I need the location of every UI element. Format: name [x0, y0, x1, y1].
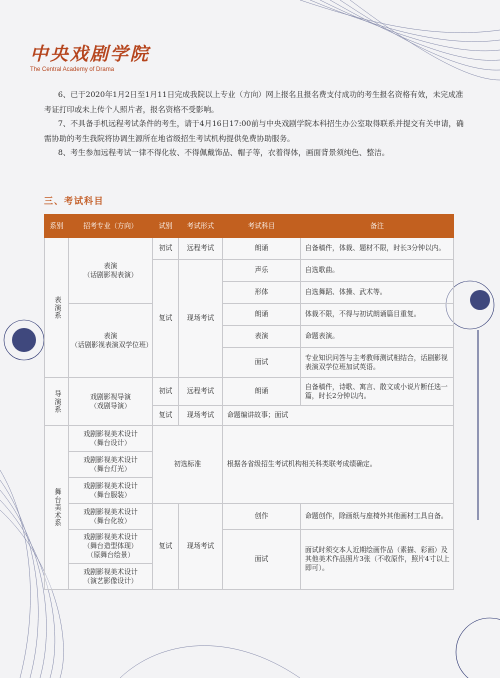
logo	[30, 40, 150, 73]
table-row	[45, 530, 454, 564]
stage-major-4: 戏剧影视美术设计 （舞台化妆）	[69, 504, 153, 530]
stage-note-create: 命题创作，除画纸与座椅外其他画材工具自备。	[301, 504, 454, 530]
table-row	[45, 378, 454, 406]
dept-stage: 舞台美术系	[45, 426, 69, 590]
subject-recite-2: 朗诵	[223, 304, 301, 326]
stage-form-onsite: 现场考试	[179, 504, 223, 590]
table-row	[45, 426, 454, 452]
stage-round-second: 复试	[153, 504, 179, 590]
stage-first-note: 根据各省级招生考试机构相关科类联考成绩确定。	[223, 426, 454, 504]
dir-note-recite: 自备稿件，诗歌、寓言、散文或小说片断任选一篇，时长2分钟以内。	[301, 378, 454, 406]
dir-round-second: 复试	[153, 406, 179, 426]
dir-round-first: 初试	[153, 378, 179, 406]
table-row	[45, 238, 454, 260]
note-interview: 专业知识问答与主考教师测试相结合，话剧影视表演双学位班加试英语。	[301, 348, 454, 378]
major-acting-2: 表演 （话剧影视表演双学位班）	[69, 304, 153, 378]
header-major: 招考专业（方向）	[69, 215, 153, 238]
subject-interview: 面试	[223, 348, 301, 378]
dir-subject-recite: 朗诵	[223, 378, 301, 406]
note-recite-2: 体裁不限，不得与初试朗诵篇目重复。	[301, 304, 454, 326]
stage-major-5: 戏剧影视美术设计 （舞台造型体现） （原舞台绘景）	[69, 530, 153, 564]
notes	[44, 88, 464, 161]
note-acting: 命题表演。	[301, 326, 454, 348]
subject-recite: 朗诵	[223, 238, 301, 260]
round-second: 复试	[153, 260, 179, 378]
dir-form-remote: 远程考试	[179, 378, 223, 406]
dept-performance: 表演系	[45, 238, 69, 378]
dir-form-onsite: 现场考试	[179, 406, 223, 426]
table-header-row	[45, 215, 454, 238]
form-remote: 远程考试	[179, 238, 223, 260]
header-note: 备注	[301, 215, 454, 238]
table-row	[45, 304, 454, 326]
stage-major-2: 戏剧影视美术设计 （舞台灯光）	[69, 452, 153, 478]
note-8: 8、考生参加远程考试一律不得化妆、不得佩戴饰品、帽子等，衣着得体，画面背景须纯色、整洁。	[58, 148, 390, 157]
stage-major-3: 戏剧影视美术设计 （舞台服装）	[69, 478, 153, 504]
stage-subject-create: 创作	[223, 504, 301, 530]
stage-subject-interview: 面试	[223, 530, 301, 590]
note-7: 7、不具备手机远程考试条件的考生，请于4月16日17:00前与中央戏剧学院本科招生办公室取得联系并提交有关申请，确需协助的考生我院将协调生源所在地省级招生考试机构提供免费协助服务。	[44, 119, 464, 143]
subject-vocal: 声乐	[223, 260, 301, 282]
section-title: 三、考试科目	[44, 197, 105, 207]
stage-first-label: 初选标准	[153, 426, 223, 504]
dir-second-subject: 命题编讲故事；面试	[223, 406, 454, 426]
round-first: 初试	[153, 238, 179, 260]
note-vocal: 自选歌曲。	[301, 260, 454, 282]
note-body: 自选舞蹈、体操、武术等。	[301, 282, 454, 304]
major-directing: 戏剧影视导演 （戏剧导演）	[69, 378, 153, 426]
major-acting-1: 表演 （话剧影视表演）	[69, 238, 153, 304]
note-recite: 自备稿件，体裁、题材不限，时长3分钟以内。	[301, 238, 454, 260]
header-form: 考试形式	[179, 215, 223, 238]
note-6: 6、已于2020年1月2日至1月11日完成我院以上专业（方向）网上报名且报名费支付成功的考生报名资格有效，未完成准考证打印或未上传个人照片者，报名资格不受影响。	[44, 90, 464, 114]
table-row	[45, 504, 454, 530]
logo-text-en: The Central Academy of Drama	[30, 67, 115, 73]
subject-acting: 表演	[223, 326, 301, 348]
header-subject: 考试科目	[223, 215, 301, 238]
exam-subjects-table	[44, 214, 454, 590]
header-round: 试别	[153, 215, 179, 238]
dept-directing: 导演系	[45, 378, 69, 426]
stage-major-1: 戏剧影视美术设计 （舞台设计）	[69, 426, 153, 452]
subject-body: 形体	[223, 282, 301, 304]
stage-note-interview: 面试时须交本人近期绘画作品（素描、彩画）及其他美术作品照片3张（不收原作，照片4寸以上即可）。	[301, 530, 454, 590]
form-onsite: 现场考试	[179, 260, 223, 378]
logo-text-cn: 中央戏剧学院	[30, 44, 150, 65]
header-dept: 系别	[45, 215, 69, 238]
stage-major-6: 戏剧影视美术设计 （演艺影像设计）	[69, 564, 153, 590]
